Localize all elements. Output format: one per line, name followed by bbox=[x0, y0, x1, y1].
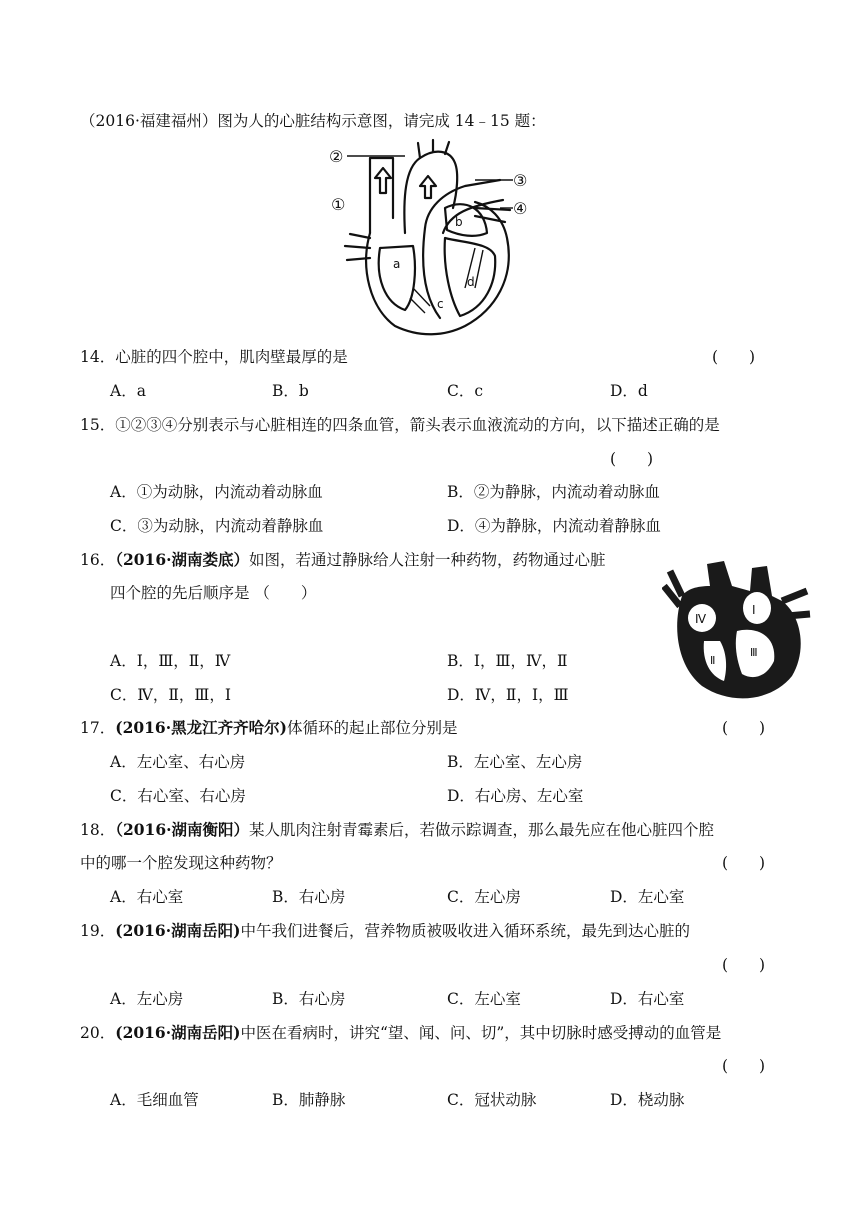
option-c: C．冠状动脉 bbox=[447, 1091, 537, 1109]
option-d: D．右心室 bbox=[610, 990, 685, 1008]
chamber-label-b: b bbox=[455, 215, 463, 229]
option-d: D．Ⅳ，Ⅱ，Ⅰ，Ⅲ bbox=[447, 686, 569, 704]
question-source: (2016·湖南岳阳) bbox=[115, 921, 241, 940]
chamber-label-ii: Ⅱ bbox=[710, 654, 716, 667]
answer-paren: ( ) bbox=[722, 956, 766, 974]
heart-diagram-2 bbox=[662, 556, 812, 706]
chamber-label-iii: Ⅲ bbox=[750, 646, 758, 659]
answer-paren: ( ) bbox=[712, 348, 756, 366]
marker-1: ① bbox=[331, 195, 346, 214]
chamber-label-i: Ⅰ bbox=[752, 603, 756, 617]
option-a: A．右心室 bbox=[110, 888, 184, 906]
option-c: C．右心室、右心房 bbox=[110, 787, 246, 805]
question-15 bbox=[80, 414, 720, 436]
chamber-label-iv: Ⅳ bbox=[695, 612, 707, 626]
question-number: 14． bbox=[80, 348, 116, 366]
option-c: C．③为动脉，内流动着静脉血 bbox=[110, 517, 324, 535]
option-b: B．右心房 bbox=[272, 990, 346, 1008]
question-17 bbox=[80, 717, 457, 739]
question-text: 中午我们进餐后，营养物质被吸收进入循环系统，最先到达心脏的 bbox=[240, 922, 690, 940]
option-c: C．Ⅳ，Ⅱ，Ⅲ，Ⅰ bbox=[110, 686, 231, 704]
option-c: C．左心房 bbox=[447, 888, 521, 906]
question-18 bbox=[80, 819, 714, 841]
option-c: C．左心室 bbox=[447, 990, 521, 1008]
question-text: 某人肌肉注射青霉素后，若做示踪调查，那么最先应在他心脏四个腔 bbox=[249, 821, 715, 839]
question-text: ①②③④分别表示与心脏相连的四条血管，箭头表示血液流动的方向，以下描述正确的是 bbox=[115, 416, 720, 434]
question-number: 15． bbox=[80, 416, 116, 434]
question-14 bbox=[80, 346, 348, 368]
question-source: (2016·湖南岳阳) bbox=[115, 1023, 241, 1042]
option-b: B．②为静脉，内流动着动脉血 bbox=[447, 483, 660, 501]
question-number: 17． bbox=[80, 719, 116, 737]
question-number: 16． bbox=[80, 551, 116, 569]
option-a: A．a bbox=[110, 382, 146, 400]
question-16-line2: 四个腔的先后顺序是 （ ） bbox=[110, 584, 317, 602]
answer-paren: ( ) bbox=[610, 450, 654, 468]
intro-text: （2016·福建福州）图为人的心脏结构示意图，请完成 14﹣15 题： bbox=[80, 112, 546, 130]
question-20 bbox=[80, 1022, 721, 1044]
option-b: B．左心室、左心房 bbox=[447, 753, 583, 771]
chamber-label-d: d bbox=[467, 275, 475, 289]
question-number: 19． bbox=[80, 922, 116, 940]
option-b: B．右心房 bbox=[272, 888, 346, 906]
option-d: D．④为静脉，内流动着静脉血 bbox=[447, 517, 661, 535]
answer-paren: ( ) bbox=[722, 719, 766, 737]
question-source: （2016·湖南衡阳） bbox=[115, 820, 250, 839]
marker-2: ② bbox=[329, 147, 344, 166]
question-text: 如图，若通过静脉给人注射一种药物，药物通过心脏 bbox=[249, 551, 606, 569]
option-a: A．Ⅰ，Ⅲ，Ⅱ，Ⅳ bbox=[110, 652, 231, 670]
option-b: B．肺静脉 bbox=[272, 1091, 346, 1109]
question-number: 18． bbox=[80, 821, 116, 839]
heart-diagram bbox=[325, 138, 545, 338]
option-d: D．左心室 bbox=[610, 888, 685, 906]
marker-4: ④ bbox=[513, 199, 528, 218]
question-19 bbox=[80, 920, 690, 942]
question-number: 20． bbox=[80, 1024, 116, 1042]
marker-3: ③ bbox=[513, 171, 528, 190]
option-b: B．b bbox=[272, 382, 309, 400]
option-d: D．d bbox=[610, 382, 648, 400]
answer-paren: ( ) bbox=[722, 1057, 766, 1075]
option-d: D．右心房、左心室 bbox=[447, 787, 584, 805]
option-a: A．左心室、右心房 bbox=[110, 753, 246, 771]
question-18-line2: 中的哪一个腔发现这种药物？ bbox=[80, 854, 282, 872]
question-text: 心脏的四个腔中，肌肉壁最厚的是 bbox=[115, 348, 348, 366]
option-a: A．毛细血管 bbox=[110, 1091, 199, 1109]
question-source: (2016·黑龙江齐齐哈尔) bbox=[115, 718, 287, 737]
option-b: B．Ⅰ，Ⅲ，Ⅳ，Ⅱ bbox=[447, 652, 568, 670]
question-16 bbox=[80, 549, 606, 571]
option-a: A．左心房 bbox=[110, 990, 184, 1008]
chamber-label-c: c bbox=[437, 297, 444, 311]
question-text: 中医在看病时，讲究“望、闻、问、切”，其中切脉时感受搏动的血管是 bbox=[240, 1024, 722, 1042]
question-text: 体循环的起止部位分别是 bbox=[286, 719, 458, 737]
question-source: （2016·湖南娄底） bbox=[115, 550, 250, 569]
chamber-label-a: a bbox=[393, 257, 401, 271]
option-d: D．桡动脉 bbox=[610, 1091, 685, 1109]
answer-paren: ( ) bbox=[722, 854, 766, 872]
option-a: A．①为动脉，内流动着动脉血 bbox=[110, 483, 323, 501]
option-c: C．c bbox=[447, 382, 484, 400]
